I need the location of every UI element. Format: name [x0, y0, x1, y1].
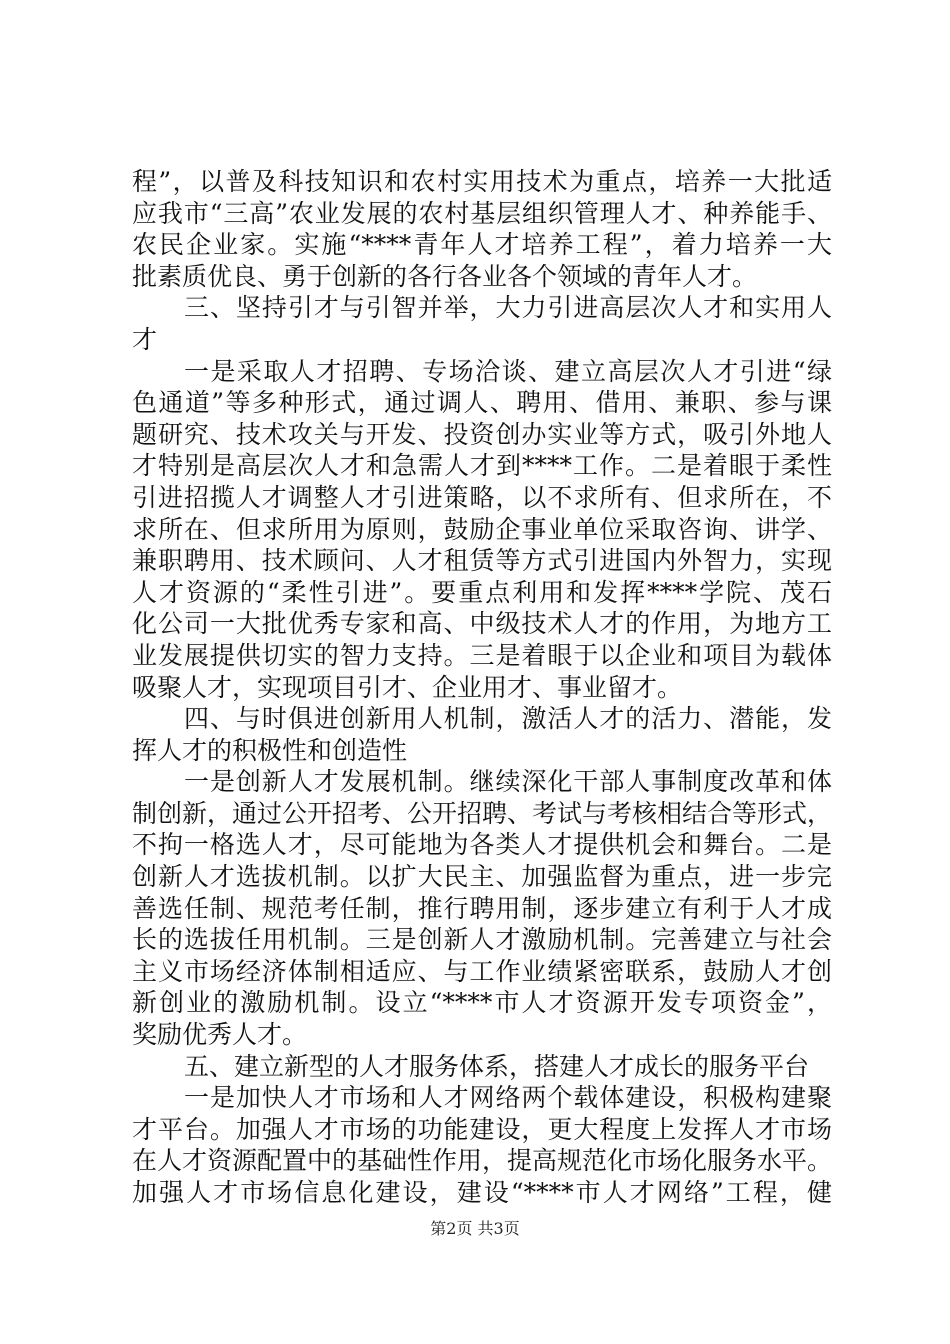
text-line: 批素质优良、勇于创新的各行各业各个领域的青年人才。 — [132, 261, 758, 291]
section-heading-3-cont: 才 — [132, 324, 158, 354]
text-line: 善选任制、规范考任制，推行聘用制，逐步建立有利于人才成 — [132, 893, 832, 923]
text-line: 不拘一格选人才，尽可能地为各类人才提供机会和舞台。二是 — [132, 830, 832, 860]
text-line: 新创业的激励机制。设立“****市人才资源开发专项资金”， — [132, 988, 832, 1018]
text-line: 求所在、但求所用为原则，鼓励企事业单位采取咨询、讲学、 — [132, 514, 832, 544]
section-heading-4-cont: 挥人才的积极性和创造性 — [132, 735, 408, 765]
text-line: 长的选拔任用机制。三是创新人才激励机制。完善建立与社会 — [132, 925, 832, 955]
document-body — [132, 166, 832, 1209]
text-line: 引进招揽人才调整人才引进策略，以不求所有、但求所在，不 — [132, 482, 832, 512]
text-line: 主义市场经济体制相适应、与工作业绩紧密联系，鼓励人才创 — [132, 956, 832, 986]
text-line: 才特别是高层次人才和急需人才到****工作。二是着眼于柔性 — [132, 451, 832, 481]
text-line: 题研究、技术攻关与开发、投资创办实业等方式，吸引外地人 — [132, 419, 832, 449]
text-line: 农民企业家。实施“****青年人才培养工程”，着力培养一大 — [132, 230, 832, 260]
page-footer: 第2页 共3页 — [430, 1219, 520, 1238]
text-line: 一是采取人才招聘、专场洽谈、建立高层次人才引进“绿 — [184, 356, 832, 386]
text-line: 一是创新人才发展机制。继续深化干部人事制度改革和体 — [184, 767, 832, 797]
text-line: 才平台。加强人才市场的功能建设，更大程度上发挥人才市场 — [132, 1114, 832, 1144]
section-heading-5: 五、建立新型的人才服务体系，搭建人才成长的服务平台 — [184, 1051, 810, 1081]
section-heading-3: 三、坚持引才与引智并举，大力引进高层次人才和实用人 — [184, 293, 832, 323]
text-line: 程”，以普及科技知识和农村实用技术为重点，培养一大批适 — [132, 167, 832, 196]
text-line: 在人才资源配置中的基础性作用，提高规范化市场化服务水平。 — [132, 1146, 833, 1176]
text-line: 吸聚人才，实现项目引才、企业用才、事业留才。 — [132, 672, 683, 702]
text-line: 兼职聘用、技术顾问、人才租赁等方式引进国内外智力，实现 — [132, 546, 832, 576]
text-line: 制创新，通过公开招考、公开招聘、考试与考核相结合等形式， — [132, 798, 833, 828]
section-heading-4: 四、与时俱进创新用人机制，激活人才的活力、潜能，发 — [184, 704, 832, 734]
text-line: 一是加快人才市场和人才网络两个载体建设，积极构建聚 — [184, 1083, 832, 1113]
text-line: 创新人才选拔机制。以扩大民主、加强监督为重点，进一步完 — [132, 862, 832, 892]
text-line: 奖励优秀人才。 — [132, 1020, 308, 1050]
text-line: 色通道”等多种形式，通过调人、聘用、借用、兼职、参与课 — [132, 388, 832, 418]
text-line: 应我市“三高”农业发展的农村基层组织管理人才、种养能手、 — [132, 198, 832, 228]
text-line: 化公司一大批优秀专家和高、中级技术人才的作用，为地方工 — [132, 609, 832, 639]
text-line: 人才资源的“柔性引进”。要重点利用和发挥****学院、茂石 — [132, 577, 832, 607]
text-line: 业发展提供切实的智力支持。三是着眼于以企业和项目为载体 — [132, 640, 832, 670]
text-line: 加强人才市场信息化建设，建设“****市人才网络”工程，健 — [132, 1178, 832, 1207]
